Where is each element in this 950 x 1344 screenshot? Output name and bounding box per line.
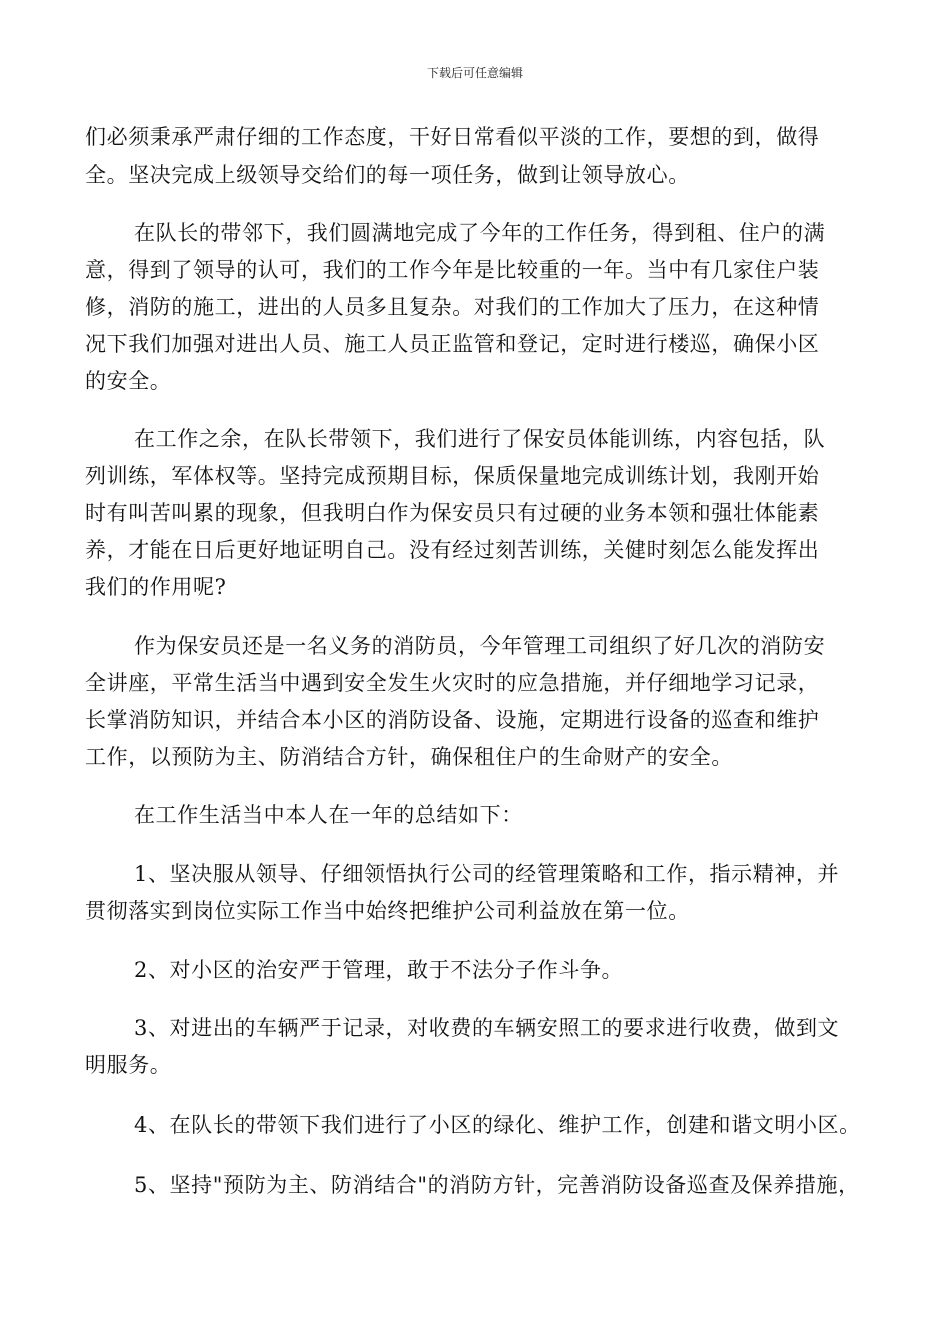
paragraph-3-line-3: 时有叫苦叫累的现象，但我明白作为保安员只有过硬的业务本领和强壮体能素 bbox=[85, 501, 820, 525]
paragraph-4-line-3: 长掌消防知识，并结合本小区的消防设备、设施，定期进行设备的巡查和维护 bbox=[85, 708, 820, 732]
paragraph-5-line-1: 在工作生活当中本人在一年的总结如下： bbox=[134, 803, 523, 827]
paragraph-3-line-5: 我们的作用呢? bbox=[85, 575, 227, 599]
paragraph-4-line-4: 工作，以预防为主、防消结合方针，确保租住户的生命财产的安全。 bbox=[85, 745, 733, 769]
paragraph-3-line-4: 养，才能在日后更好地证明自己。没有经过刻苦训练，关健时刻怎么能发挥出 bbox=[85, 538, 820, 562]
paragraph-7-line-1: 2、对小区的治安严于管理，敢于不法分子作斗争。 bbox=[134, 958, 624, 982]
paragraph-2-line-1: 在队长的带邻下，我们圆满地完成了今年的工作任务，得到租、住户的满 bbox=[134, 221, 826, 245]
paragraph-2-line-4: 况下我们加强对进出人员、施工人员正监管和登记，定时进行楼巡，确保小区 bbox=[85, 332, 820, 356]
paragraph-4-line-2: 全讲座，平常生活当中遇到安全发生火灾时的应急措施，并仔细地学习记录， bbox=[85, 671, 820, 695]
paragraph-9-line-1: 4、在队长的带领下我们进行了小区的绿化、维护工作，创建和谐文明小区。 bbox=[134, 1113, 861, 1137]
paragraph-1-line-2: 全。坚决完成上级领导交给们的每一项任务，做到让领导放心。 bbox=[85, 163, 690, 187]
page-header: 下载后可任意编辑 bbox=[426, 66, 523, 80]
paragraph-1-line-1: 们必须秉承严肃仔细的工作态度，干好日常看似平淡的工作，要想的到，做得 bbox=[85, 125, 820, 149]
paragraph-8-line-2: 明服务。 bbox=[85, 1053, 172, 1077]
paragraph-4-line-1: 作为保安员还是一名义务的消防员，今年管理工司组织了好几次的消防安 bbox=[134, 634, 826, 658]
paragraph-2-line-2: 意，得到了领导的认可，我们的工作今年是比较重的一年。当中有几家住户装 bbox=[85, 258, 820, 282]
paragraph-3-line-2: 列训练，军体权等。坚持完成预期目标，保质保量地完成训练计划，我刚开始 bbox=[85, 464, 820, 488]
paragraph-2-line-3: 修，消防的施工，进出的人员多且复杂。对我们的工作加大了压力，在这种情 bbox=[85, 295, 820, 319]
paragraph-8-line-1: 3、对进出的车辆严于记录，对收费的车辆安照工的要求进行收费，做到文 bbox=[134, 1016, 840, 1040]
paragraph-2-line-5: 的安全。 bbox=[85, 369, 172, 393]
paragraph-10-line-1: 5、坚持"预防为主、防消结合"的消防方针，完善消防设备巡查及保养措施， bbox=[134, 1173, 860, 1197]
paragraph-6-line-1: 1、坚决服从领导、仔细领悟执行公司的经管理策略和工作，指示精神，并 bbox=[134, 862, 840, 886]
paragraph-6-line-2: 贯彻落实到岗位实际工作当中始终把维护公司利益放在第一位。 bbox=[85, 899, 690, 923]
paragraph-3-line-1: 在工作之余，在队长带领下，我们进行了保安员体能训练，内容包括，队 bbox=[134, 427, 826, 451]
